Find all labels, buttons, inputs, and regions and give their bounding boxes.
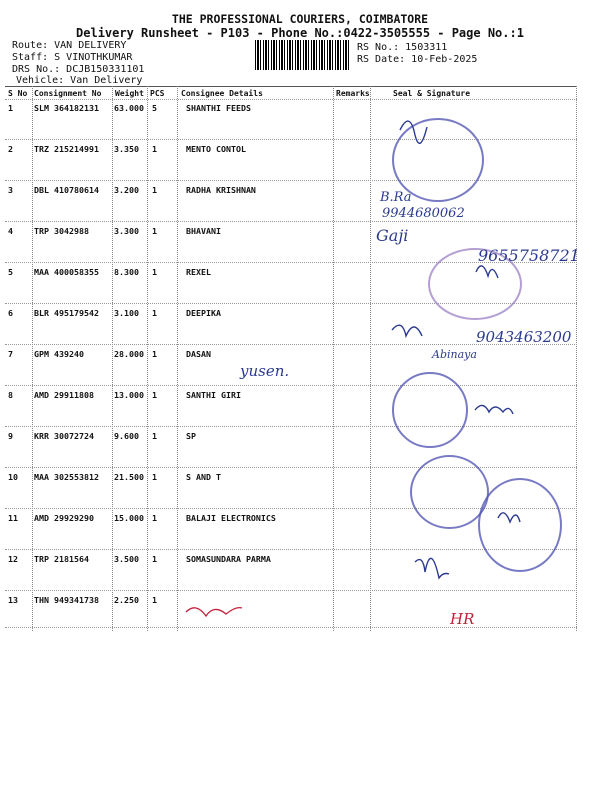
rs-number: RS No.: 1503311	[357, 42, 448, 53]
company-title: THE PROFESSIONAL COURIERS, COIMBATORE	[171, 12, 429, 26]
col-remarks: Remarks	[336, 89, 370, 98]
cell-weight: 15.000	[114, 513, 144, 523]
cell-consignment: DBL 410780614	[34, 185, 99, 195]
cell-weight: 13.000	[114, 390, 144, 400]
cell-weight: 21.500	[114, 472, 144, 482]
cell-sno: 13	[8, 595, 18, 605]
cell-weight: 3.350	[114, 144, 139, 154]
cell-weight: 3.200	[114, 185, 139, 195]
cell-consignment: MAA 400058355	[34, 267, 99, 277]
cell-weight: 3.100	[114, 308, 139, 318]
cell-consignment: KRR 30072724	[34, 431, 94, 441]
cell-sno: 12	[8, 554, 18, 564]
cell-pcs: 1	[152, 513, 157, 523]
cell-sno: 9	[8, 431, 13, 441]
col-consignee: Consignee Details	[181, 89, 263, 98]
cell-consignment: AMD 29911808	[34, 390, 94, 400]
col-consignment: Consignment No	[34, 89, 102, 98]
vehicle-label: Vehicle: Van Delivery	[16, 75, 143, 86]
col-weight: Weight	[115, 89, 144, 98]
cell-pcs: 1	[152, 554, 157, 564]
cell-consignment: BLR 495179542	[34, 308, 99, 318]
handwritten-phone: 9043463200	[476, 328, 572, 346]
cell-pcs: 1	[152, 390, 157, 400]
cell-pcs: 1	[152, 431, 157, 441]
handwritten-signature: Gaji	[376, 226, 409, 245]
cell-sno: 2	[8, 144, 13, 154]
cell-weight: 9.600	[114, 431, 139, 441]
handwritten-signature: HR	[450, 610, 475, 628]
cell-pcs: 1	[152, 308, 157, 318]
cell-consignment: AMD 29929290	[34, 513, 94, 523]
cell-pcs: 1	[152, 349, 157, 359]
cell-consignee: BHAVANI	[186, 226, 221, 236]
cell-sno: 6	[8, 308, 13, 318]
cell-consignment: TRP 3042988	[34, 226, 89, 236]
cell-sno: 4	[8, 226, 13, 236]
cell-consignee: SP	[186, 431, 196, 441]
cell-consignee: SOMASUNDARA PARMA	[186, 554, 271, 564]
cell-consignee: BALAJI ELECTRONICS	[186, 513, 276, 523]
cell-pcs: 1	[152, 595, 157, 605]
cell-sno: 5	[8, 267, 13, 277]
rs-date: RS Date: 10-Feb-2025	[357, 54, 478, 65]
cell-weight: 63.000	[114, 103, 144, 113]
cell-pcs: 1	[152, 267, 157, 277]
cell-consignment: GPM 439240	[34, 349, 84, 359]
drs-label: DRS No.: DCJB150331101	[12, 64, 145, 75]
cell-consignee: DASAN	[186, 349, 211, 359]
cell-consignment: TRZ 215214991	[34, 144, 99, 154]
cell-consignment: MAA 302553812	[34, 472, 99, 482]
cell-consignment: THN 949341738	[34, 595, 99, 605]
cell-pcs: 1	[152, 144, 157, 154]
route-label: Route: VAN DELIVERY	[12, 40, 127, 51]
col-pcs: PCS	[150, 89, 165, 98]
cell-consignment: SLM 364182131	[34, 103, 99, 113]
cell-weight: 8.300	[114, 267, 139, 277]
cell-consignee: RADHA KRISHNAN	[186, 185, 256, 195]
handwritten-phone: 9944680062	[382, 206, 465, 221]
staff-label: Staff: S VINOTHKUMAR	[12, 52, 133, 63]
cell-sno: 10	[8, 472, 18, 482]
cell-sno: 8	[8, 390, 13, 400]
cell-weight: 2.250	[114, 595, 139, 605]
col-sno: S No	[8, 89, 28, 98]
cell-pcs: 5	[152, 103, 157, 113]
cell-pcs: 1	[152, 185, 157, 195]
handwritten-phone: 9655758721	[478, 246, 580, 265]
cell-sno: 1	[8, 103, 13, 113]
cell-consignee: REXEL	[186, 267, 211, 277]
cell-consignment: TRP 2181564	[34, 554, 89, 564]
handwritten-name: B.Ra	[380, 190, 412, 205]
cell-consignee: SANTHI GIRI	[186, 390, 241, 400]
cell-consignee: SHANTHI FEEDS	[186, 103, 251, 113]
handwritten-signature: yusen.	[240, 362, 290, 380]
cell-sno: 7	[8, 349, 13, 359]
cell-pcs: 1	[152, 226, 157, 236]
cell-weight: 3.300	[114, 226, 139, 236]
cell-consignee: MENTO CONTOL	[186, 144, 246, 154]
cell-consignee: S AND T	[186, 472, 221, 482]
cell-consignee: DEEPIKA	[186, 308, 221, 318]
cell-weight: 28.000	[114, 349, 144, 359]
col-seal-signature: Seal & Signature	[393, 89, 471, 98]
handwritten-name: Abinaya	[432, 348, 477, 361]
runsheet-subtitle: Delivery Runsheet - P103 - Phone No.:0422-3505555 - Page No.:1	[76, 26, 524, 40]
cell-weight: 3.500	[114, 554, 139, 564]
cell-sno: 11	[8, 513, 18, 523]
cell-sno: 3	[8, 185, 13, 195]
cell-pcs: 1	[152, 472, 157, 482]
